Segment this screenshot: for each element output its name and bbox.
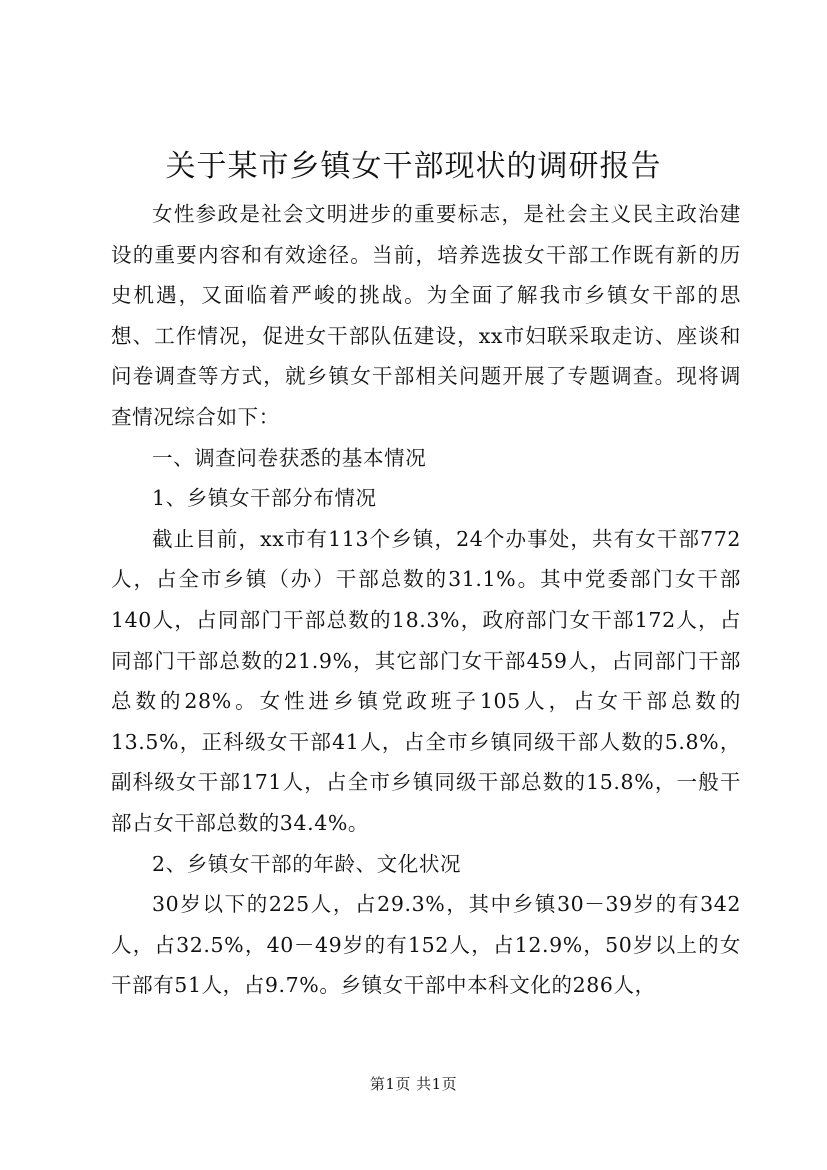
paragraph-intro: 女性参政是社会文明进步的重要标志，是社会主义民主政治建设的重要内容和有效途径。当前，培养选拔女干部工作既有新的历史机遇，又面临着严峻的挑战。为全面了解我市乡镇女干部的思想、工作情况，促进女干部队伍建设，xx市妇联采取走访、座谈和问卷调查等方式，就乡镇女干部相关问题开展了专题调查。现将调查情况综合如下： (111, 202, 741, 429)
subsection-heading-2: 2、乡镇女干部的年龄、文化状况 (152, 851, 462, 876)
document-title: 关于某市乡镇女干部现状的调研报告 (165, 149, 662, 184)
page-footer: 第1页 共1页 (369, 1075, 458, 1093)
subsection-heading-1: 1、乡镇女干部分布情况 (152, 486, 377, 511)
paragraph-distribution: 截止目前，xx市有113个乡镇，24个办事处，共有女干部772人，占全市乡镇（办）干部总数的31.1%。其中党委部门女干部140人，占同部门干部总数的18.3%，政府部门女干部172人，占同部门干部总数的21.9%，其它部门女干部459人，占同部门干部总数的28%。女性进乡镇党政班子105人，占女干部总数的13.5%，正科级女干部41人，占全市乡镇同级干部人数的5.8%，副科级女干部171人，占全市乡镇同级干部总数的15.8%，一般干部占女干部总数的34.4%。 (111, 526, 741, 835)
paragraph-age-education: 30岁以下的225人，占29.3%，其中乡镇30－39岁的有342人，占32.5%，40－49岁的有152人，占12.9%，50岁以上的女干部有51人，占9.7%。乡镇女干部中本科文化的286人， (111, 892, 741, 998)
section-heading-1: 一、调查问卷获悉的基本情况 (152, 445, 427, 470)
document-body (111, 194, 741, 1006)
